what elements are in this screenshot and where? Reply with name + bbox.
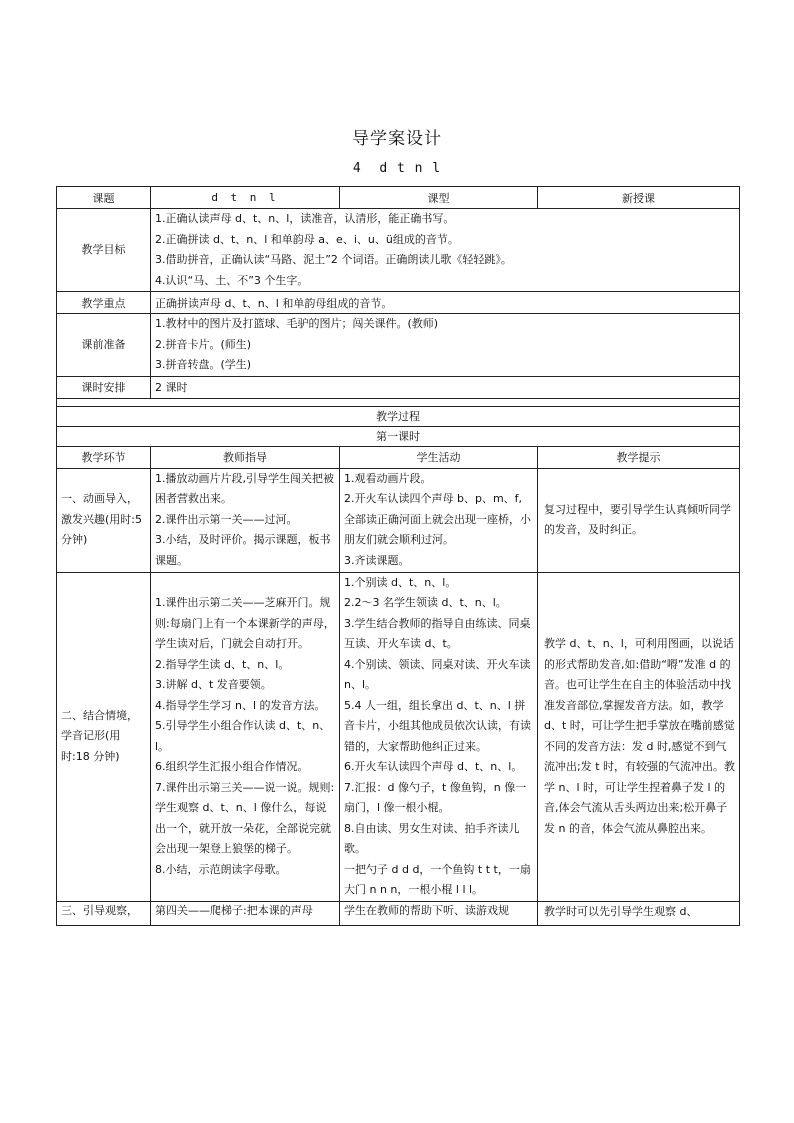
student-step: 1.个别读 d、t、n、l。 xyxy=(344,575,457,589)
teacher-step: 4.指导学生学习 n、l 的发音方法。 xyxy=(155,698,326,712)
teacher-step: 3.小结，及时评价。揭示课题，板书课题。 xyxy=(155,533,331,567)
stage-3-name: 三、引导观察， xyxy=(57,901,151,925)
stage-3-row xyxy=(57,901,740,925)
header-teacher: 教师指导 xyxy=(151,446,340,468)
goals-row xyxy=(57,209,740,292)
spacer-cell xyxy=(57,398,740,406)
process-header-row xyxy=(57,446,740,468)
prep-item: 1.教材中的图片及打篮球、毛驴的图片；闯关课件。(教师) xyxy=(155,317,439,330)
type-value: 新授课 xyxy=(538,187,740,209)
teacher-step: 6.组织学生汇报小组合作情况。 xyxy=(155,760,309,773)
topic-label: 课题 xyxy=(57,187,151,209)
session-row xyxy=(57,426,740,446)
schedule-row xyxy=(57,376,740,398)
document-subtitle: 4 d t n l xyxy=(352,161,442,176)
teacher-step: 7.课件出示第三关——说一说。规则:学生观察 d、t、n、l 像什么，每说出一个，就开放一朵花，全部说完就会出现一架登上狼堡的梯子。 xyxy=(155,780,335,855)
student-step: 3.学生结合教师的指导自由练读、同桌互读、开火车读 d、t。 xyxy=(344,616,531,650)
student-step: 4.个别读、领读、同桌对读、开火车读 n、l。 xyxy=(344,657,531,691)
prep-content xyxy=(151,314,740,377)
session-title: 第一课时 xyxy=(57,426,740,446)
goal-item: 4.认识“马、土、不”3 个生字。 xyxy=(155,273,309,287)
stage-2-row xyxy=(57,572,740,901)
header-student: 学生活动 xyxy=(340,446,538,468)
schedule-value: 2 课时 xyxy=(151,376,740,398)
prep-row xyxy=(57,314,740,377)
key-points-row xyxy=(57,292,740,314)
stage-2-student xyxy=(340,572,538,901)
goal-item: 3.借助拼音，正确认读“马路、泥土”2 个词语。正确朗读儿歌《轻轻跳》。 xyxy=(155,253,512,266)
goal-item: 2.正确拼读 d、t、n、l 和单韵母 a、e、i、u、ü组成的音节。 xyxy=(155,232,459,246)
prep-item: 2.拼音卡片。(师生) xyxy=(155,337,252,351)
document-title: 导学案设计 xyxy=(352,129,442,149)
student-step: 2.2～3 名学生领读 d、t、n、l。 xyxy=(344,596,507,609)
spacer-row xyxy=(57,398,740,406)
type-label: 课型 xyxy=(340,187,538,209)
prep-label: 课前准备 xyxy=(57,314,151,377)
student-step: 一把勺子 d d d，一个鱼钩 t t t，一扇大门 n n n，一根小棍 l l l。 xyxy=(344,862,531,896)
topic-row xyxy=(57,187,740,209)
teacher-step: 1.播放动画片片段,引导学生闯关把被困者营救出来。 xyxy=(155,471,334,506)
student-step: 6.开火车认读四个声母 d、t、n、l。 xyxy=(344,760,523,773)
stage-1-tip: 复习过程中，要引导学生认真倾听同学的发音，及时纠正。 xyxy=(538,468,740,572)
process-title-row xyxy=(57,406,740,426)
teacher-step: 2.指导学生读 d、t、n、l。 xyxy=(155,657,290,671)
stage-1-teacher xyxy=(151,468,340,572)
stage-2-teacher xyxy=(151,572,340,901)
stage-1-row xyxy=(57,468,740,572)
teacher-step: 1.课件出示第二关——芝麻开门。规则:每扇门上有一个本课新学的声母，学生读对后，门就会自动打开。 xyxy=(155,596,335,650)
student-step: 1.观看动画片段。 xyxy=(344,471,432,485)
key-points-text: 正确拼读声母 d、t、n、l 和单韵母组成的音节。 xyxy=(151,292,740,314)
student-step: 2.开火车认读四个声母 b、p、m、f,全部读正确河面上就会出现一座桥，小朋友们就会顺利过河。 xyxy=(344,492,531,547)
stage-1-name: 一、动画导入，激发兴趣(用时:5 分钟) xyxy=(57,468,151,572)
student-step: 3.齐读课题。 xyxy=(344,553,410,567)
process-title: 教学过程 xyxy=(57,406,740,426)
teacher-step: 2.课件出示第一关——过河。 xyxy=(155,512,298,526)
teacher-step: 3.讲解 d、t 发音要领。 xyxy=(155,678,272,691)
stage-2-name: 二、结合情境，学音记形(用时:18 分钟) xyxy=(57,572,151,901)
stage-1-student xyxy=(340,468,538,572)
prep-item: 3.拼音转盘。(学生) xyxy=(155,358,252,371)
teacher-step: 5.引导学生小组合作认读 d、t、n、l。 xyxy=(155,719,331,753)
student-step: 7.汇报：d 像勺子，t 像鱼钩，n 像一扇门，l 像一根小棍。 xyxy=(344,780,527,814)
header-tip: 教学提示 xyxy=(538,446,740,468)
teacher-step: 8.小结，示范朗读字母歌。 xyxy=(155,862,287,876)
header-stage: 教学环节 xyxy=(57,446,151,468)
stage-3-student: 学生在教师的帮助下听、读游戏规 xyxy=(340,901,538,925)
stage-2-tip: 教学 d、t、n、l，可利用图画，以说话的形式帮助发音,如:借助“嘚”发准 d 的音。也可让学生在自主的体验活动中找准发音部位,掌握发音方法。如，教学 d、t 时，可让学生把手掌放在嘴前感觉不同的发音方法：发 d 时,感觉不到气流冲出;发 t 时，有较强的气流冲出。教学 n、l 时，可让学生捏着鼻子发 l 的音,体会气流从舌头两边出来;松开鼻子发 n 的音，体会气流从鼻腔出来。 xyxy=(538,572,740,901)
goal-item: 1.正确认读声母 d、t、n、l，读准音，认清形，能正确书写。 xyxy=(155,212,455,225)
topic-value: d t n l xyxy=(151,187,340,209)
schedule-label: 课时安排 xyxy=(57,376,151,398)
stage-3-teacher: 第四关——爬梯子:把本课的声母 xyxy=(151,901,340,925)
goals-content xyxy=(151,209,740,292)
student-step: 8.自由读、男女生对读、拍手齐读儿歌。 xyxy=(344,821,520,855)
lesson-plan-table xyxy=(56,186,740,926)
student-step: 5.4 人一组，组长拿出 d、t、n、l 拼音卡片，小组其他成员依次认读，有读错的，大家帮助他纠正过来。 xyxy=(344,698,531,753)
key-points-label: 教学重点 xyxy=(57,292,151,314)
goals-label: 教学目标 xyxy=(57,209,151,292)
stage-3-tip: 教学时可以先引导学生观察 d、 xyxy=(538,901,740,925)
